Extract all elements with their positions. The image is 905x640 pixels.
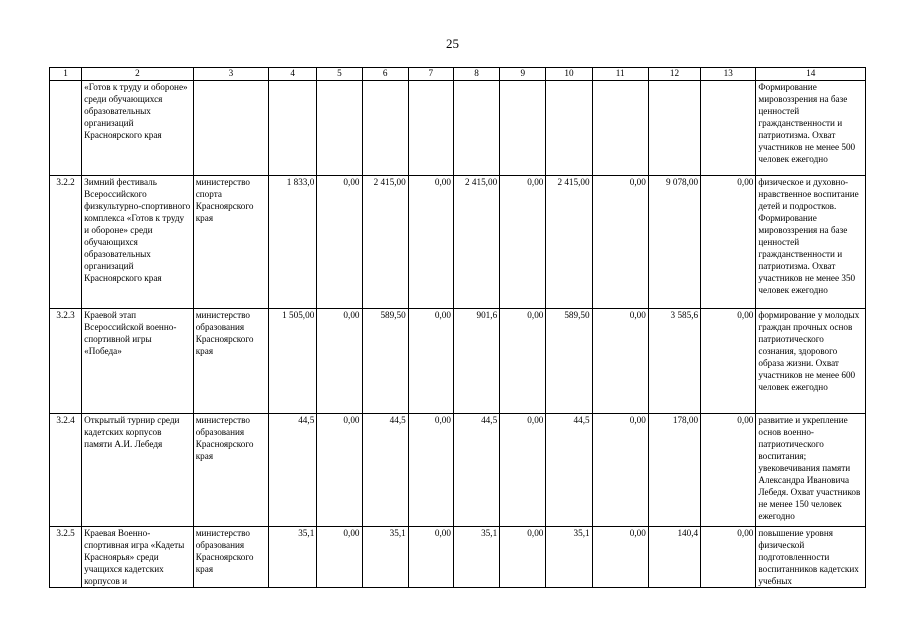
col-header: 7 — [408, 68, 453, 81]
table-row — [50, 527, 866, 588]
value-cell: 44,5 — [546, 414, 592, 527]
ministry — [193, 81, 268, 176]
value-cell: 0,00 — [408, 176, 453, 309]
value-cell: 0,00 — [592, 176, 648, 309]
value-cell: 2 415,00 — [453, 176, 499, 309]
table-row — [50, 81, 866, 176]
program-table — [49, 67, 866, 588]
expected-result: физическое и духовно-нравственное воспитание детей и подростков. Формирование мировоззрения на базе ценностей гражданственности и патриотизма. Охват участников не менее 350 человек ежегодно — [756, 176, 866, 309]
expected-result: Формирование мировоззрения на базе ценностей гражданственности и патриотизма. Охват участников не менее 500 человек ежегодно — [756, 81, 866, 176]
value-cell: 0,00 — [701, 176, 756, 309]
value-cell: 44,5 — [269, 414, 317, 527]
col-header: 8 — [453, 68, 499, 81]
value-cell: 140,4 — [648, 527, 700, 588]
value-cell: 0,00 — [317, 527, 362, 588]
row-id: 3.2.2 — [50, 176, 82, 309]
value-cell: 0,00 — [317, 414, 362, 527]
value-cell: 0,00 — [317, 309, 362, 414]
value-cell — [701, 81, 756, 176]
value-cell — [592, 81, 648, 176]
value-cell: 35,1 — [546, 527, 592, 588]
value-cell — [317, 81, 362, 176]
value-cell: 1 833,0 — [269, 176, 317, 309]
value-cell: 0,00 — [408, 414, 453, 527]
event-name: Открытый турнир среди кадетских корпусов памяти А.И. Лебедя — [82, 414, 194, 527]
value-cell: 44,5 — [362, 414, 408, 527]
value-cell: 0,00 — [701, 527, 756, 588]
ministry: министерство спорта Красноярского края — [193, 176, 268, 309]
value-cell: 2 415,00 — [362, 176, 408, 309]
value-cell: 2 415,00 — [546, 176, 592, 309]
row-id: 3.2.4 — [50, 414, 82, 527]
value-cell: 44,5 — [453, 414, 499, 527]
col-header: 11 — [592, 68, 648, 81]
value-cell: 0,00 — [408, 527, 453, 588]
value-cell — [269, 81, 317, 176]
value-cell: 1 505,00 — [269, 309, 317, 414]
col-header: 9 — [500, 68, 546, 81]
value-cell: 35,1 — [269, 527, 317, 588]
value-cell — [648, 81, 700, 176]
event-name: «Готов к труду и обороне» среди обучающихся образовательных организаций Красноярского края — [82, 81, 194, 176]
ministry: министерство образования Красноярского края — [193, 527, 268, 588]
value-cell: 0,00 — [500, 414, 546, 527]
value-cell: 35,1 — [362, 527, 408, 588]
value-cell: 0,00 — [592, 309, 648, 414]
row-id — [50, 81, 82, 176]
header-row — [50, 68, 866, 81]
col-header: 13 — [701, 68, 756, 81]
ministry: министерство образования Красноярского края — [193, 309, 268, 414]
row-id: 3.2.5 — [50, 527, 82, 588]
expected-result: развитие и укрепление основ военно-патриотического воспитания; увековечивания памяти Александра Ивановича Лебедя. Охват участников не менее 150 человек ежегодно — [756, 414, 866, 527]
event-name: Зимний фестиваль Всероссийского физкультурно-спортивного комплекса «Готов к труду и обороне» среди обучающихся образовательных организаций Красноярского края — [82, 176, 194, 309]
value-cell: 0,00 — [500, 527, 546, 588]
value-cell: 0,00 — [500, 176, 546, 309]
expected-result: повышение уровня физической подготовленности воспитанников кадетских учебных — [756, 527, 866, 588]
col-header: 2 — [82, 68, 194, 81]
col-header: 3 — [193, 68, 268, 81]
value-cell: 3 585,6 — [648, 309, 700, 414]
value-cell: 0,00 — [592, 527, 648, 588]
col-header: 6 — [362, 68, 408, 81]
page-number: 25 — [446, 36, 459, 51]
value-cell: 0,00 — [701, 309, 756, 414]
value-cell — [453, 81, 499, 176]
row-id: 3.2.3 — [50, 309, 82, 414]
value-cell: 9 078,00 — [648, 176, 700, 309]
expected-result: формирование у молодых граждан прочных основ патриотического сознания, здорового образа жизни. Охват участников не менее 600 человек ежегодно — [756, 309, 866, 414]
col-header: 1 — [50, 68, 82, 81]
table-row — [50, 309, 866, 414]
value-cell — [362, 81, 408, 176]
value-cell: 178,00 — [648, 414, 700, 527]
ministry: министерство образования Красноярского края — [193, 414, 268, 527]
col-header: 12 — [648, 68, 700, 81]
value-cell: 0,00 — [500, 309, 546, 414]
col-header: 10 — [546, 68, 592, 81]
value-cell: 0,00 — [701, 414, 756, 527]
value-cell — [408, 81, 453, 176]
value-cell — [500, 81, 546, 176]
value-cell: 589,50 — [362, 309, 408, 414]
col-header: 14 — [756, 68, 866, 81]
event-name: Краевой этап Всероссийской военно-спортивной игры «Победа» — [82, 309, 194, 414]
table-row — [50, 176, 866, 309]
value-cell: 901,6 — [453, 309, 499, 414]
value-cell: 0,00 — [408, 309, 453, 414]
col-header: 4 — [269, 68, 317, 81]
value-cell: 589,50 — [546, 309, 592, 414]
value-cell — [546, 81, 592, 176]
value-cell: 0,00 — [317, 176, 362, 309]
table-row — [50, 414, 866, 527]
value-cell: 35,1 — [453, 527, 499, 588]
col-header: 5 — [317, 68, 362, 81]
value-cell: 0,00 — [592, 414, 648, 527]
event-name: Краевая Военно-спортивная игра «Кадеты Красноярья» среди учащихся кадетских корпусов и — [82, 527, 194, 588]
